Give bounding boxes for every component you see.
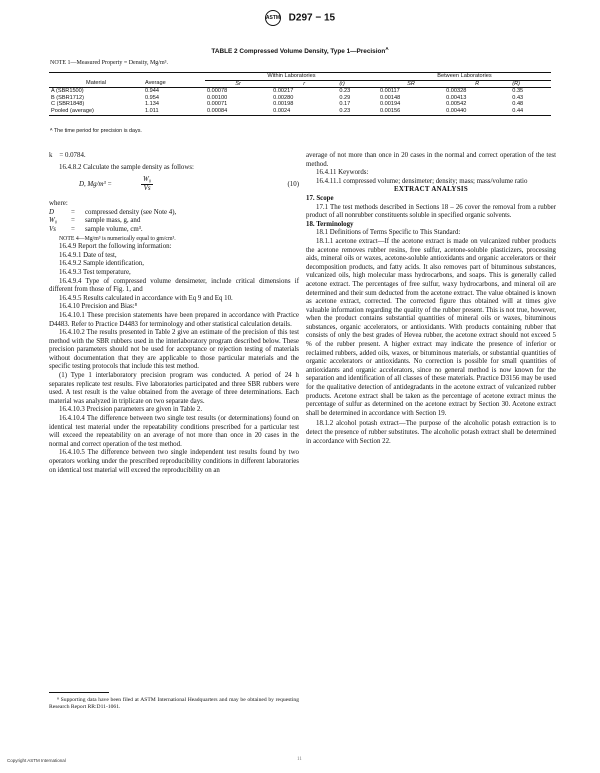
precision-table xyxy=(49,72,551,116)
section-title: 18. Terminology xyxy=(306,220,354,228)
table-row: Pooled (average) 1.011 0.00084 0.0024 0.23 0.00156 0.00440 0.44 xyxy=(49,108,551,115)
astm-logo-icon: ASTM xyxy=(265,10,281,26)
table-caption: TABLE 2 Compressed Volume Density, Type 1—Precision$^A$ xyxy=(211,46,389,56)
group-within: Within Laboratories xyxy=(205,73,378,81)
density-equation: D, Mg/m³ = $\frac{\text{W₀}}{Vs}$ (10) xyxy=(79,176,299,193)
note-4: NOTE 4—Mg/m³ is numerically equal to gm/cm³. xyxy=(59,235,176,242)
left-column: k = 0.0784. 16.4.8.2 Calculate the sample density as follows: D, Mg/m³ = $\frac{\text{W₀}}{Vs}$ (10) where: D = compressed density (see Note 4), W₀ = sample mass, g, and Vs = sample volume, cm³. NOTE 4—Mg/m³ is numerically equal to gm/cm³. 16.4.9 Report the following information: 16.4.9.1 Date of test, 16.4.9.2 Sample identification, 16.4.9.3 Test temperature, 16.4.9.4 Type of compressed volume densimeter, include critical dimensions if different from those of Fig. 1, and 16.4.9.5 Results calculated in accordance with Eq 9 and Eq 10. 16.4.10 Precision and Bias:⁸ 16.4.10.1 These precision statements have been prepared in accordance with Practice D4483. Refer to Practice D4483 for terminology and other statistical calculation details. 16.4.10.2 The results presented in Table 2 give an estimate of the precision of this test method with the SBR rubbers used in the interlaboratory program described below. These precision parameters should not be used for acceptance or rejection testing of materials without documentation that they are applicable to those particular materials and the specific testing protocols that include this test method. (1) Type 1 interlaboratory precision program was conducted. A period of 24 h separates replicate test results. Five laboratories participated and three SBR rubbers were used. A test result is the value obtained from the average of three determinations. Each material was analyzed in triplicate on two separate days. 16.4.10.3 Precision parameters are given in Table 2. 16.4.10.4 The difference between two single test results (or determinations) found on identical test material under the repeatability conditions prescribed for a particular test will exceed the repeatability on an average of not more than once in 20 cases in the normal and correct operation of the test method. 16.4.10.5 The difference between two single independent test results found by two operators working under the prescribed reproducibility conditions in different laboratories on identical test material will exceed the reproducibility on an xyxy=(49,152,299,474)
page-number: 11 xyxy=(297,757,302,762)
col-average: Average xyxy=(143,80,205,88)
definition-item: D = compressed density (see Note 4), xyxy=(49,208,177,216)
footnote: ⁸ Supporting data have been filed at ASTM International Headquarters and may be obtained by requesting Research Report RR:D11-1061. xyxy=(49,697,299,710)
col-sr: Sr xyxy=(205,80,271,88)
col-R: R xyxy=(444,80,510,88)
footnote-rule xyxy=(49,692,109,693)
k-value: k = 0.0784. xyxy=(49,152,86,159)
section-title: 17. Scope xyxy=(306,194,334,202)
definition-item: Vs = sample volume, cm³. xyxy=(49,225,143,233)
table-note: NOTE 1—Measured Property = Density, Mg/m³. xyxy=(50,60,168,66)
definition-item: W₀ = sample mass, g, and xyxy=(49,217,141,225)
document-header xyxy=(0,10,600,26)
col-r: r xyxy=(271,80,337,88)
table-footnote: ᴬ The time period for precision is days. xyxy=(50,128,142,134)
designation: D297 − 15 xyxy=(288,12,336,24)
table-row: A (SBR1500) 0.944 0.00078 0.00217 0.23 0.00117 0.00328 0.35 xyxy=(51,88,524,95)
right-column: average of not more than once in 20 cases in the normal and correct operation of the test method. 16.4.11 Keywords: 16.4.11.1 compressed volume; densimeter; density; mass; mass/volume ratio EXTRACT ANALYSIS 17. Scope 17.1 The test methods described in Sections 18 – 26 cover the removal from a rubber product of all nonrubber constituents soluble in specified organic solvents. 18. Terminology 18.1 Definitions of Terms Specific to This Standard: 18.1.1 acetone extract—If the acetone extract is made on vulcanized rubber products the acetone removes rubber resins, free sulfur, acetone-soluble plasticizers, processing aids, mineral oils or waxes, acetone-soluble antioxidants and organic accelerators or their decomposition products, and fatty acids. It also removes part of bituminous substances, vulcanized oils, high molecular mass hydrocarbons, and soaps. This is generally called acetone extract. The percentages of free sulfur, waxy hydrocarbons, and mineral oil are determined and their sum deducted from the acetone extract. The value obtained is known as acetone extract, corrected. The corrected figure thus obtained will at times give valuable information regarding the quality of the rubber present. This is not true, however, when the product contains substantial quantities of mineral oils or waxes, bituminous substances, organic accelerators, or antioxidants. With products containing rubber that consists of only the best grades of Hevea rubber, the acetone extract should not exceed 5 % of the rubber present. A higher extract may indicate the presence of inferior or reclaimed rubbers, added oils, waxes, or bituminous materials, or substantial quantities of organic accelerators or antioxidants. No correction is possible for small quantities of antioxidants and organic accelerators, since no general method is now known for the separation and identification of all classes of these materials. Practice D3156 may be used for the qualitative detection of antidegradants in the acetone extract of vulcanized rubber products. Acetone extract shall be taken as the percentage of acetone extract minus the percentage of sulfur as determined on the acetone extract by Section 30. Acetone extract shall be determined in accordance with Section 19. 18.1.2 alcohol potash extract—The purpose of the alcoholic potash extraction is to detect the presence of rubber substitutes. The alcoholic potash extract shall be determined in accordance with Section 22. xyxy=(306,152,556,445)
table-row: C (SBR1848) 1.134 0.00071 0.00198 0.17 0.00194 0.00542 0.48 xyxy=(51,101,524,108)
col-material: Material xyxy=(49,80,143,88)
col-SR: SR xyxy=(378,80,444,88)
copyright: Copyright ASTM International xyxy=(7,758,66,763)
col-R-pct: (R) xyxy=(510,80,551,88)
table-row: B (SBR1712) 0.954 0.00100 0.00280 0.29 0.00148 0.00413 0.43 xyxy=(51,94,524,101)
col-r-pct: (r) xyxy=(337,80,378,88)
equation-number: (10) xyxy=(287,181,299,189)
section-heading: EXTRACT ANALYSIS xyxy=(394,186,468,194)
group-between: Between Laboratories xyxy=(378,73,551,81)
